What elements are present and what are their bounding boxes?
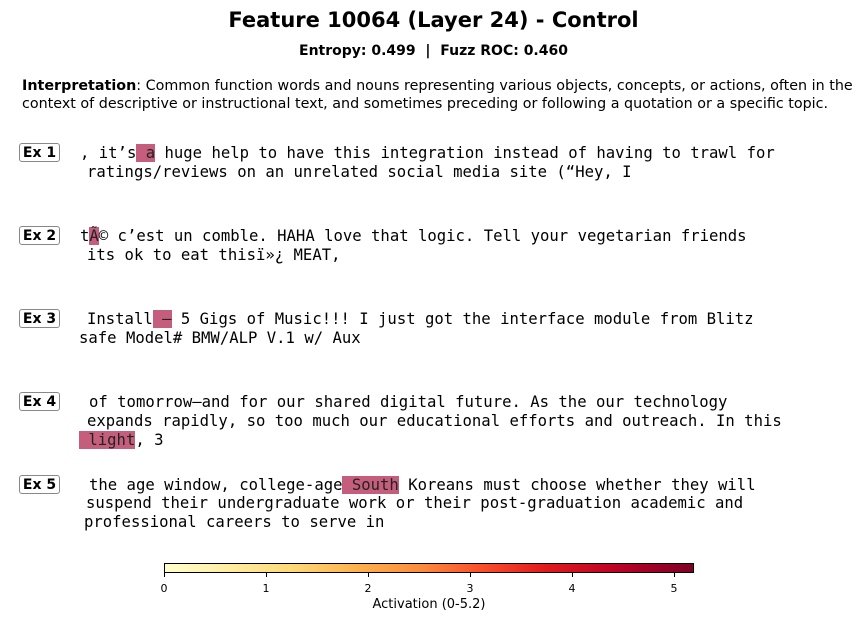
colorbar-tick-label: 4 bbox=[568, 582, 576, 595]
example-3-line-2: safe Model# BMW/ALP V.1 w/ Aux bbox=[79, 329, 361, 347]
colorbar-tick bbox=[368, 573, 369, 577]
example-5-line-2: suspend their undergraduate work or their post-graduation academic and bbox=[86, 494, 744, 512]
example-1-line-2: ratings/reviews on an unrelated social media site (“Hey, I bbox=[87, 163, 632, 181]
example-2-line-1: tÃ© c’est un comble. HAHA love that logic. Tell your vegetarian friends bbox=[80, 227, 747, 245]
colorbar-tick bbox=[572, 573, 573, 577]
figure-title: Feature 10064 (Layer 24) - Control bbox=[228, 8, 639, 32]
colorbar-tick-label: 5 bbox=[670, 582, 678, 595]
example-3-label: Ex 3 bbox=[19, 309, 60, 328]
example-4-line-1: of tomorrow—and for our shared digital future. As the our technology bbox=[89, 393, 728, 411]
colorbar-label: Activation (0-5.2) bbox=[372, 597, 486, 612]
figure-subtitle: Entropy: 0.499 | Fuzz ROC: 0.460 bbox=[299, 43, 568, 59]
highlighted-token: light bbox=[79, 431, 136, 449]
example-2-line-2: its ok to eat thisï»¿ MEAT, bbox=[87, 246, 341, 264]
example-1-line-1: , it’s a huge help to have this integration instead of having to trawl for bbox=[80, 144, 775, 162]
colorbar-tick bbox=[674, 573, 675, 577]
example-4-line-3: light, 3 bbox=[79, 431, 164, 449]
colorbar-tick-label: 2 bbox=[364, 582, 372, 595]
example-1-label: Ex 1 bbox=[19, 143, 60, 162]
example-5-line-3: professional careers to serve in bbox=[84, 513, 385, 531]
highlighted-token: a bbox=[136, 144, 156, 162]
colorbar-tick bbox=[164, 573, 165, 577]
example-4-line-2: expands rapidly, so too much our educational efforts and outreach. In this bbox=[87, 412, 782, 430]
example-4-label: Ex 4 bbox=[19, 392, 60, 411]
example-5-line-1: the age window, college-age South Koreans must choose whether they will bbox=[89, 476, 756, 494]
example-5-label: Ex 5 bbox=[19, 475, 60, 494]
colorbar-tick-label: 0 bbox=[160, 582, 168, 595]
highlighted-token: South bbox=[342, 476, 399, 494]
colorbar-tick-label: 3 bbox=[466, 582, 474, 595]
example-3-line-1: Install – 5 Gigs of Music!!! I just got the interface module from Blitz bbox=[87, 310, 754, 328]
highlighted-token: Ã bbox=[89, 227, 99, 245]
activation-colorbar bbox=[164, 563, 694, 573]
colorbar-tick bbox=[266, 573, 267, 577]
example-2-label: Ex 2 bbox=[19, 226, 60, 245]
interpretation-label: Interpretation bbox=[22, 78, 137, 94]
colorbar-tick-label: 1 bbox=[262, 582, 270, 595]
interpretation-body: : Common function words and nouns representing various objects, concepts, or actions, often in the context of descriptive or instructional text, and sometimes preceding or following a quotation or a specific topic. bbox=[22, 78, 853, 112]
colorbar-tick bbox=[470, 573, 471, 577]
highlighted-token: – bbox=[152, 310, 172, 328]
interpretation-text bbox=[22, 77, 860, 113]
